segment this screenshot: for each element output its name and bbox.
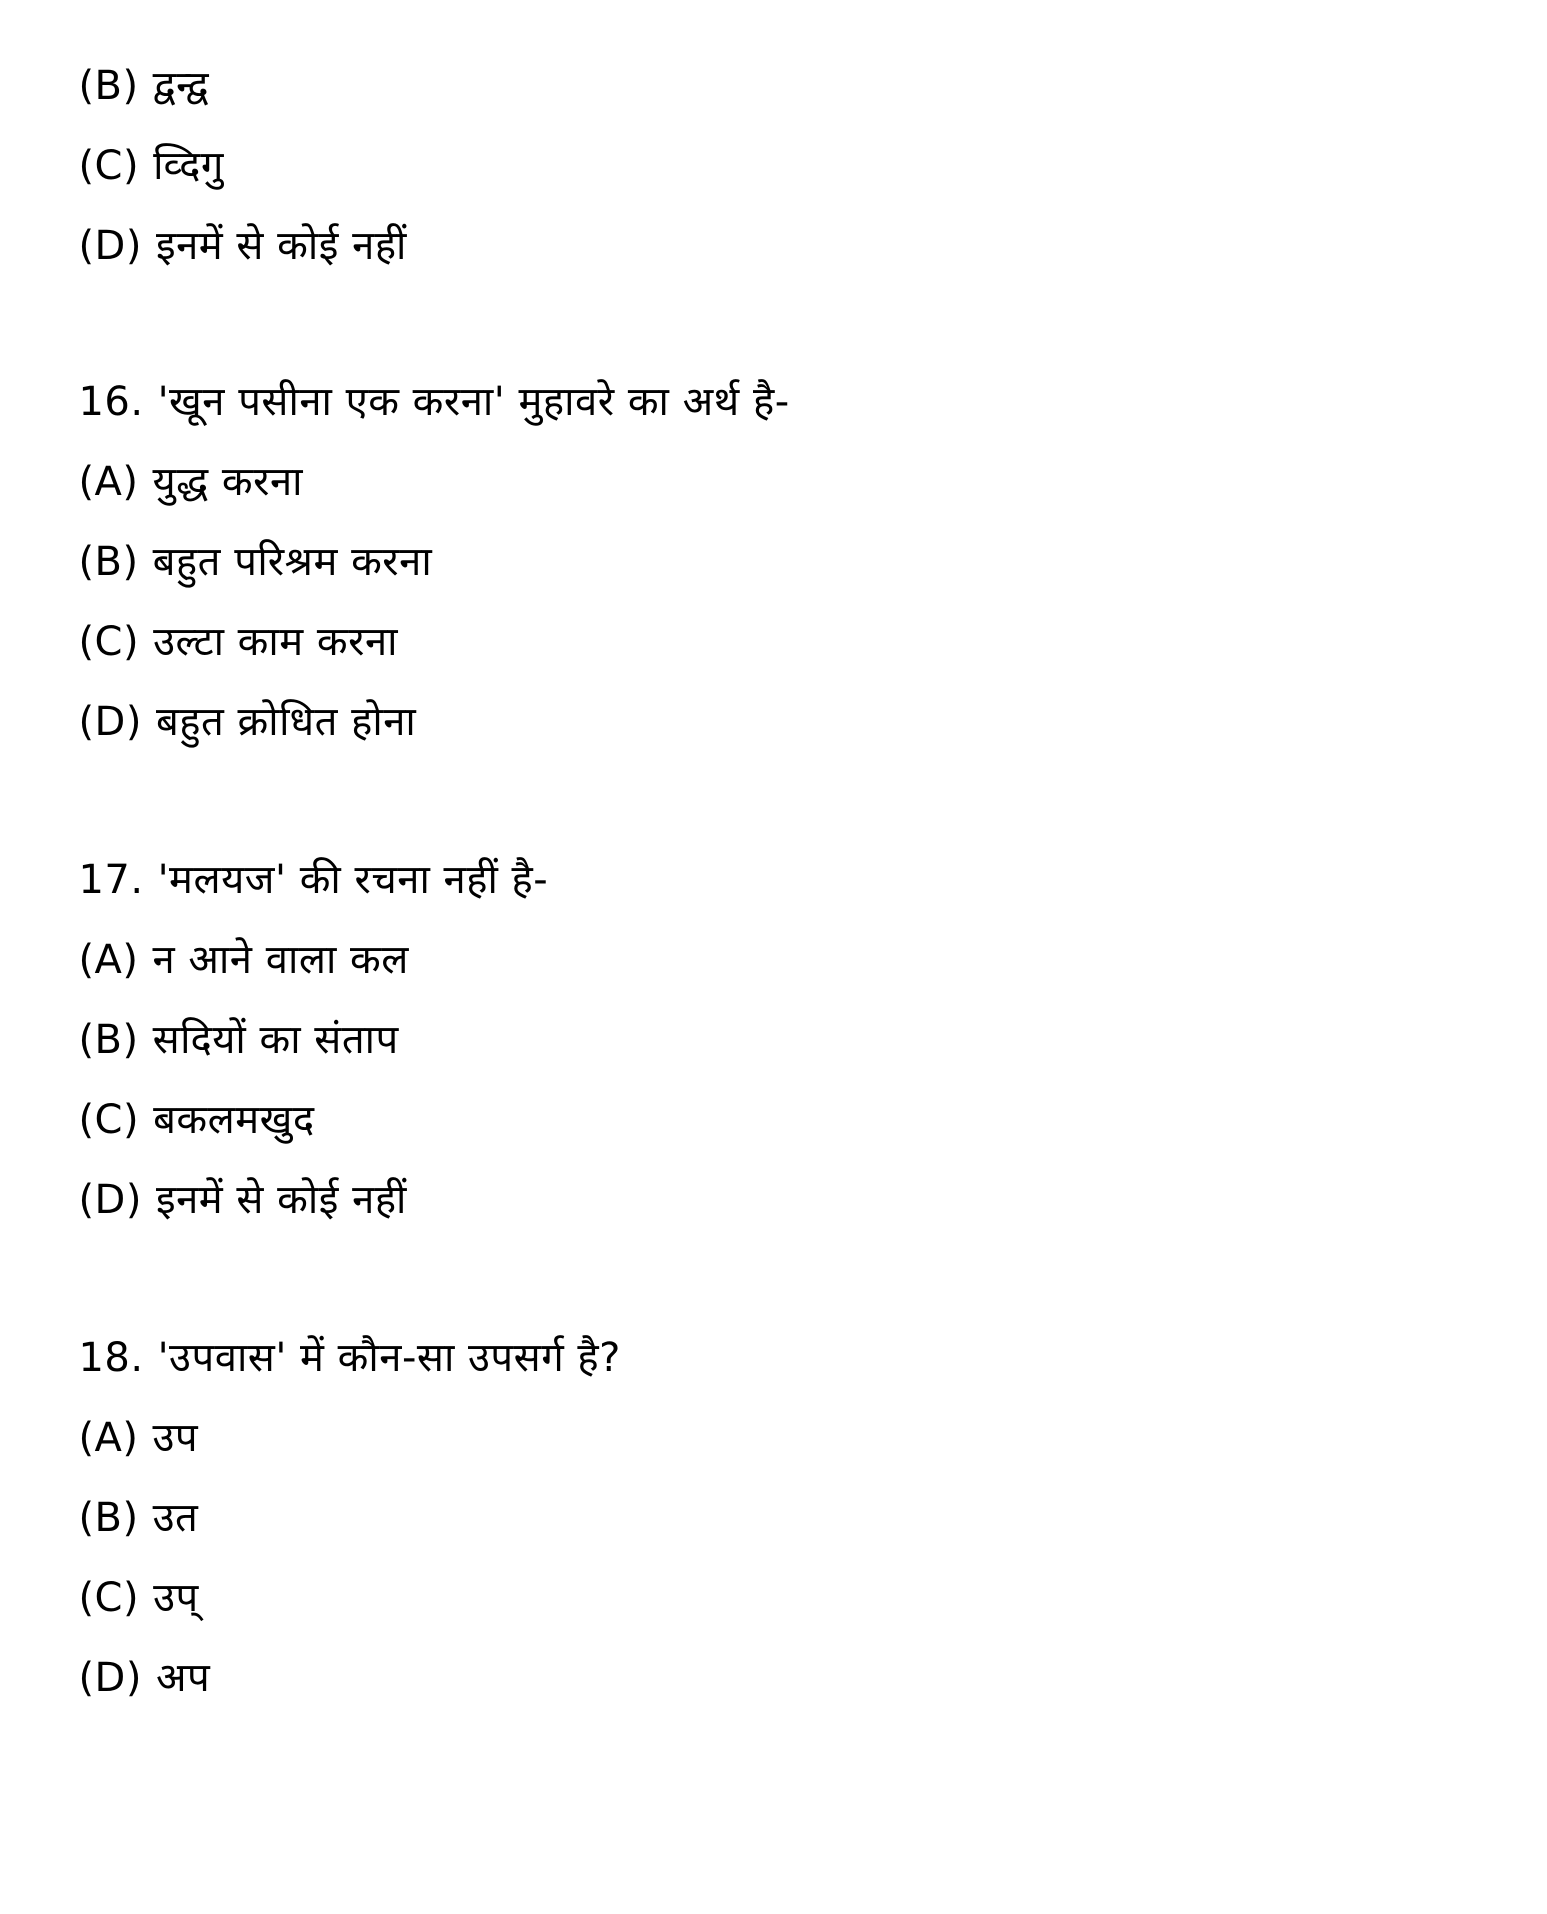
question-number: 18. [78,1335,144,1381]
option-d-prev [52,162,407,274]
option-label: (D) [78,1655,142,1701]
option-label: (B) [78,63,139,109]
option-text: बहुत क्रोधित होना [155,699,417,745]
question-text: 'खून पसीना एक करना' मुहावरे का अर्थ है- [157,379,790,425]
question-text: 'उपवास' में कौन-सा उपसर्ग है? [157,1335,621,1381]
question-number: 16. [78,379,144,425]
option-label: (A) [78,459,139,505]
option-text: इनमें से कोई नहीं [155,223,407,269]
option-label: (D) [78,223,142,269]
option-text: अप [155,1655,211,1701]
option-text: उप [152,1415,199,1461]
option-text: उप् [153,1575,199,1621]
option-text: बकलमखुद [153,1097,315,1143]
option-text: व्दिगु [153,143,224,189]
option-text: इनमें से कोई नहीं [155,1177,407,1223]
option-text: युद्ध करना [152,459,304,505]
option-label: (C) [78,619,140,665]
option-text: सदियों का संताप [152,1017,399,1063]
option-label: (A) [78,937,139,983]
question-text: 'मलयज' की रचना नहीं है- [157,857,549,903]
option-text: उल्टा काम करना [153,619,399,665]
option-label: (D) [78,1177,142,1223]
q18-option-d [52,1594,210,1706]
q17-option-d [52,1116,407,1228]
option-label: (B) [78,539,139,585]
option-label: (C) [78,143,140,189]
q16-option-d [52,638,416,750]
option-label: (C) [78,1575,140,1621]
option-label: (C) [78,1097,140,1143]
option-label: (B) [78,1495,139,1541]
option-label: (D) [78,699,142,745]
question-number: 17. [78,857,144,903]
option-text: न आने वाला कल [152,937,409,983]
option-label: (A) [78,1415,139,1461]
option-text: द्वन्द्व [152,63,210,109]
option-text: उत [152,1495,199,1541]
option-text: बहुत परिश्रम करना [152,539,433,585]
option-label: (B) [78,1017,139,1063]
